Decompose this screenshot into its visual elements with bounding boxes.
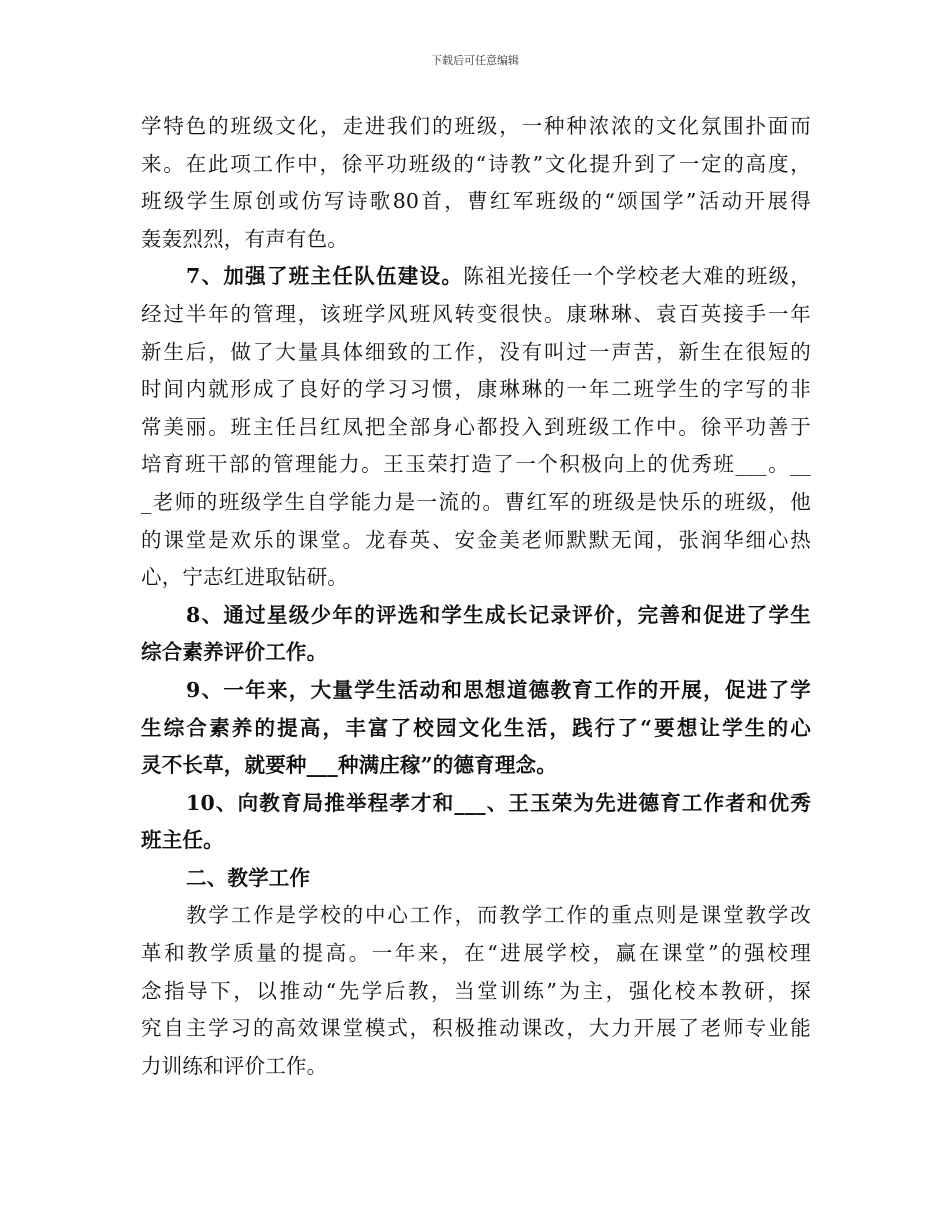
text-line: 生综合素养的提高，丰富了校园文化生活，践行了“要想让学生的心 xyxy=(141,715,811,740)
text-segment: 7、加强了班主任队伍建设。 xyxy=(186,264,464,289)
page-header: 下载后可任意编辑 xyxy=(431,54,519,67)
text-line: 时间内就形成了良好的学习习惯，康琳琳的一年二班学生的字写的非 xyxy=(141,377,811,402)
text-line: 革和教学质量的提高。一年来，在“进展学校，赢在课堂”的强校理 xyxy=(141,941,811,966)
text-line: 常美丽。班主任吕红凤把全部身心都投入到班级工作中。徐平功善于 xyxy=(141,414,811,439)
text-line: 的课堂是欢乐的课堂。龙春英、安金美老师默默无闻，张润华细心热 xyxy=(141,527,811,552)
text-line: 学特色的班级文化，走进我们的班级，一种种浓浓的文化氛围扑面而 xyxy=(141,114,811,138)
document-body xyxy=(141,108,811,1085)
text-line: 轰轰烈烈，有声有色。 xyxy=(141,226,348,251)
text-line: 班级学生原创或仿写诗歌80首，曹红军班级的“颂国学”活动开展得 xyxy=(141,189,811,214)
text-line: 新生后，做了大量具体细致的工作，没有叫过一声苦，新生在很短的 xyxy=(141,339,811,364)
text-line: 9、一年来，大量学生活动和思想道德教育工作的开展，促进了学 xyxy=(186,677,811,702)
text-line: _老师的班级学生自学能力是一流的。曹红军的班级是快乐的班级，他 xyxy=(141,489,811,514)
text-line: 培育班干部的管理能力。王玉荣打造了一个积极向上的优秀班___。__ xyxy=(141,452,811,477)
text-line: 力训练和评价工作。 xyxy=(141,1053,328,1078)
text-line xyxy=(141,258,811,296)
text-line: 教学工作是学校的中心工作，而教学工作的重点则是课堂教学改 xyxy=(186,903,811,928)
text-line: 念指导下，以推动“先学后教，当堂训练”为主，强化校本教研，探 xyxy=(141,978,811,1003)
text-segment: 陈祖光接任一个学校老大难的班级， xyxy=(463,264,811,289)
text-line: 心，宁志红进取钻研。 xyxy=(141,565,348,590)
text-line: 经过半年的管理，该班学风班风转变很快。康琳琳、袁百英接手一年 xyxy=(141,301,811,326)
text-line: 8、通过星级少年的评选和学生成长记录评价，完善和促进了学生 xyxy=(186,602,811,627)
text-line: 综合素养评价工作。 xyxy=(141,640,328,665)
text-line: 10、向教育局推举程孝才和___、王玉荣为先进德育工作者和优秀 xyxy=(186,790,811,815)
text-line: 班主任。 xyxy=(141,828,224,853)
text-line: 灵不长草，就要种___种满庄稼”的德育理念。 xyxy=(141,753,557,778)
text-line: 究自主学习的高效课堂模式，积极推动课改，大力开展了老师专业能 xyxy=(141,1016,811,1041)
text-line: 二、教学工作 xyxy=(186,865,311,890)
text-line: 来。在此项工作中，徐平功班级的“诗教”文化提升到了一定的高度， xyxy=(141,151,811,176)
